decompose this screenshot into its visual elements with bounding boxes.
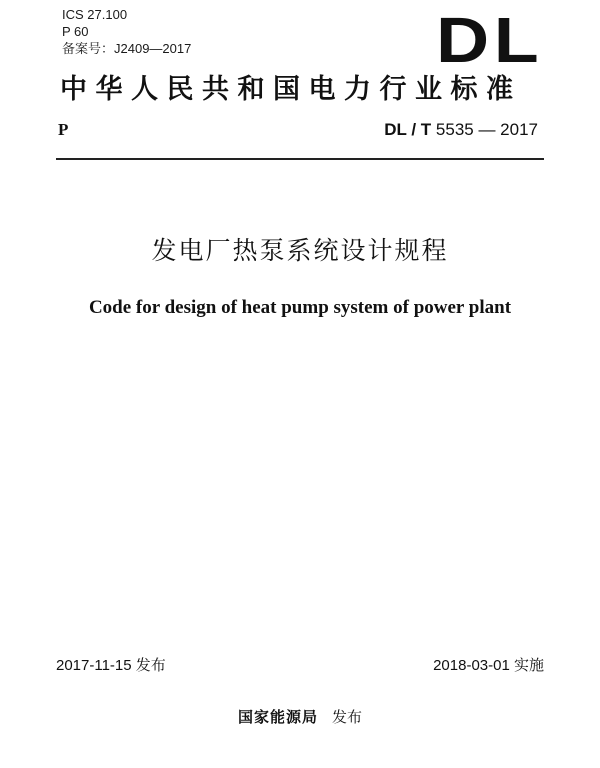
standard-prefix: DL / T [384, 120, 432, 139]
class-code: P 60 [62, 24, 89, 39]
classification-block [62, 6, 191, 57]
organization-title: 中华人民共和国电力行业标准 [60, 74, 522, 105]
ics-code: ICS 27.100 [62, 7, 128, 22]
category-letter: P [58, 120, 69, 139]
header-divider [56, 158, 544, 160]
publisher-action: 发布 [332, 708, 363, 726]
issue-date: 2017-11-15 发布 [56, 657, 166, 674]
document-title-chinese: 发电厂热泵系统设计规程 [151, 236, 449, 265]
dl-logo: DL [436, 4, 544, 76]
publisher-name: 国家能源局 [237, 708, 318, 726]
implementation-date: 2018-03-01 实施 [433, 657, 544, 674]
document-title-english: Code for design of heat pump system of power plant [88, 297, 512, 318]
standard-code: 5535 — 2017 [435, 120, 538, 139]
publisher-line [0, 706, 600, 728]
standard-number [384, 120, 538, 140]
record-number: 备案号：J2409—2017 [62, 41, 192, 56]
